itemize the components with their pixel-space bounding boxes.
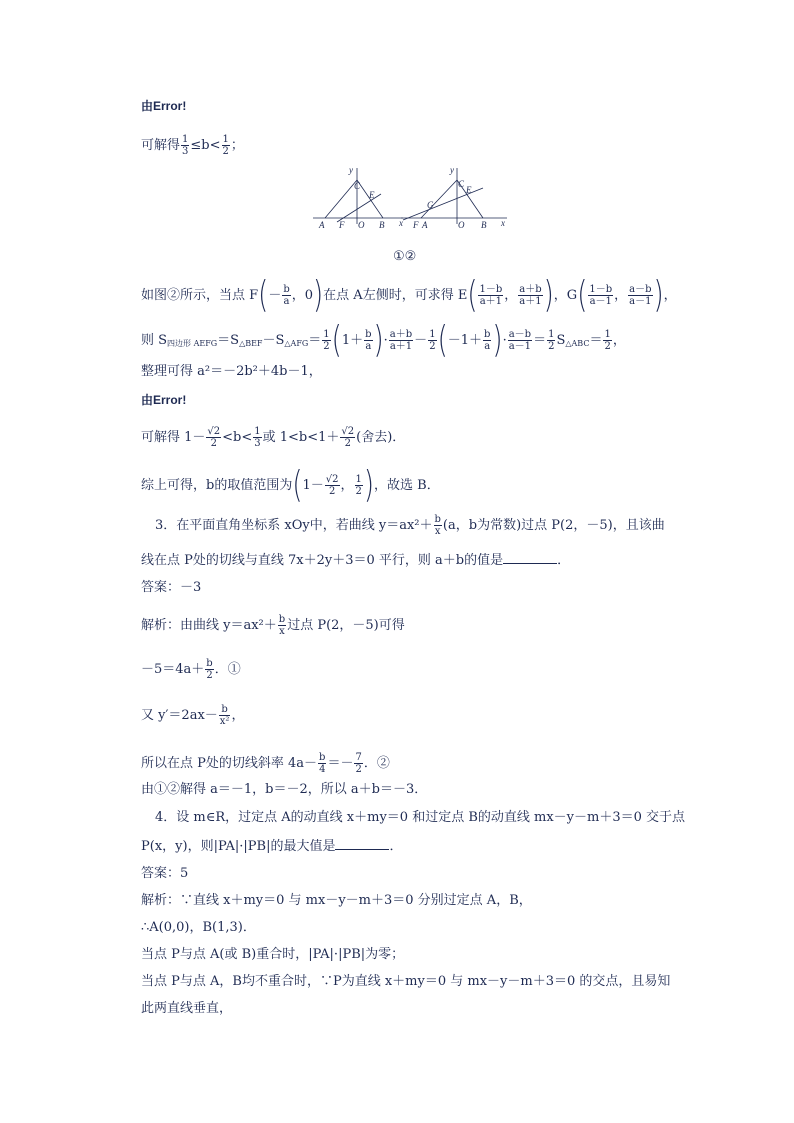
fraction (219, 704, 231, 727)
fraction (428, 329, 436, 352)
label-a: A (422, 220, 428, 230)
text-line (141, 658, 241, 681)
text-span: 2 (323, 341, 330, 352)
text-span: 1 (254, 426, 261, 437)
label-x: x (501, 218, 505, 228)
text-span: ． (389, 839, 403, 854)
question-3-cont (141, 552, 570, 569)
figure-caption: ①② (393, 249, 417, 264)
text-span: 2 (604, 341, 611, 352)
text-span: · (502, 333, 507, 348)
text-span: ． (557, 553, 571, 568)
text-span: 1 (548, 329, 555, 340)
text-span: △AFG (284, 339, 309, 348)
text-line (141, 614, 405, 637)
text-span: 当点 P与点 A，B均不重合时，∵P为直线 x＋my＝0 与 mx－y－m＋3＝0 的交点，且易知 (141, 974, 671, 989)
label-c: C (354, 181, 361, 191)
text-span: 答案：5 (141, 866, 189, 881)
text-line (141, 782, 427, 798)
text-span: ，0 (291, 288, 314, 303)
text-span: 2 (222, 146, 229, 157)
text-span: 3．在平面直角坐标系 xOy中，若曲线 y＝ax²＋ (155, 518, 433, 533)
bracket: ( (467, 274, 478, 317)
text-span: a＋1 (479, 296, 503, 307)
text-span: 1 (429, 329, 436, 340)
text-span: － (414, 333, 428, 348)
text-span: b (434, 514, 441, 525)
text-span: a－b (629, 284, 652, 295)
text-line (141, 1001, 232, 1017)
text-span: b (365, 329, 372, 340)
text-span: 1 (182, 134, 189, 145)
bracket: ) (543, 274, 554, 317)
question-4 (155, 810, 685, 826)
text-span: b (484, 329, 491, 340)
text-span: 4 (319, 764, 326, 775)
text-span: 四边形 AEFG (167, 339, 218, 348)
text-span: 7 (355, 752, 362, 763)
fraction (325, 474, 340, 497)
fraction (205, 658, 213, 681)
text-span: a (283, 296, 290, 307)
text-span: 1－b (589, 284, 613, 295)
text-span: √2 (341, 426, 355, 437)
label-c: C (458, 179, 465, 189)
label-o: O (458, 220, 465, 230)
text-span: a＋b (389, 329, 413, 340)
bracket: ( (258, 274, 269, 317)
text-span: 可解得 1－ (141, 430, 206, 445)
text-span: ＝S (217, 333, 240, 348)
text-span: 所以在点 P处的切线斜率 4a－ (141, 756, 318, 771)
text-span: x (434, 526, 441, 537)
fraction (278, 614, 286, 637)
text-span: P(x，y)，则|PA|·|PB|的最大值是 (141, 839, 336, 854)
text-span: 如图②所示，当点 F (141, 288, 259, 303)
text-span: ，G (553, 288, 578, 303)
fraction (588, 284, 613, 307)
fraction (322, 329, 330, 352)
answer-4 (141, 866, 188, 882)
text-line (141, 464, 440, 507)
fraction (483, 329, 491, 352)
text-span: a－b (508, 329, 532, 340)
bracket: ( (292, 464, 303, 507)
bracket: ( (437, 319, 448, 362)
label-e: E (369, 190, 375, 200)
text-span: 综上可得，b的取值范围为 (141, 478, 293, 493)
text-span: －1＋ (447, 333, 482, 348)
bracket: ( (577, 274, 588, 317)
text-span: ； (230, 138, 244, 153)
bracket: ( (331, 319, 342, 362)
text-span: b (319, 752, 326, 763)
text-span: √2 (325, 474, 339, 485)
text-span: a (365, 341, 372, 352)
fraction (603, 329, 611, 352)
answer-blank (503, 552, 557, 564)
text-span: 解析：∵直线 x＋my＝0 与 mx－y－m＋3＝0 分别过定点 A，B， (141, 893, 532, 908)
text-span: 1 (355, 474, 362, 485)
coordinate-figure (311, 164, 511, 234)
text-span: ≤b< (190, 138, 221, 153)
label-b: B (481, 220, 487, 230)
label-x: x (399, 218, 403, 228)
label-e: E (466, 185, 472, 195)
text-span: a＋1 (519, 296, 542, 307)
text-span: a＋1 (389, 341, 413, 352)
bracket: ) (653, 274, 664, 317)
text-span: <b< (222, 430, 253, 445)
text-line (141, 974, 670, 990)
text-span: x² (219, 716, 230, 727)
text-span: 则 S (141, 333, 168, 348)
fraction (222, 134, 230, 157)
text-span: △BEF (239, 339, 263, 348)
text-span: 1－b (479, 284, 503, 295)
question-3 (155, 514, 665, 537)
fraction (318, 752, 326, 775)
text-line (141, 364, 322, 380)
fraction (389, 329, 413, 352)
fraction (355, 474, 363, 497)
text-span: x (279, 626, 285, 637)
error-text: 由Error! (141, 393, 187, 407)
text-span: 可解得 (141, 138, 181, 153)
text-span: ＝ (533, 333, 547, 348)
text-span: 1＋ (341, 333, 364, 348)
fraction (282, 284, 290, 307)
text-span: 2 (355, 764, 362, 775)
segment-ac-right (421, 180, 457, 218)
bracket: ) (313, 274, 324, 317)
text-span: (舍去)． (356, 430, 406, 445)
text-span: 线在点 P处的切线与直线 7x＋2y＋3＝0 平行，则 a＋b的值是 (141, 553, 504, 568)
text-span: b (278, 614, 286, 625)
text-span: ＝－ (327, 756, 354, 771)
text-line (141, 920, 256, 936)
text-span: 2 (210, 438, 217, 449)
text-span: (a，b为常数)过点 P(2，－5)，且该曲 (442, 518, 665, 533)
text-span: 整理可得 a²＝－2b²＋4b－1， (141, 364, 322, 379)
text-span: 或 1<b<1＋ (262, 430, 340, 445)
label-a: A (319, 220, 325, 230)
text-span: a－1 (629, 296, 652, 307)
text-line (141, 426, 405, 449)
answer-blank (335, 838, 389, 850)
text-span: 过点 P(2，－5)可得 (287, 618, 405, 633)
text-span: 当点 P与点 A(或 B)重合时，|PA|·|PB|为零； (141, 947, 405, 962)
fraction (518, 284, 542, 307)
text-span: S (556, 333, 566, 348)
fraction (434, 514, 442, 537)
text-line (141, 319, 626, 362)
fraction (206, 426, 221, 449)
text-line (141, 752, 390, 775)
label-f: F (339, 220, 345, 230)
text-span: 2 (206, 670, 213, 681)
text-span: △ABC (565, 339, 590, 348)
text-span: 1 (323, 329, 330, 340)
text-span: 2 (344, 438, 351, 449)
text-span: 在点 A左侧时，可求得 E (323, 288, 468, 303)
text-span: a＋b (519, 284, 542, 295)
error-text: 由Error! (141, 99, 187, 113)
text-span: b (283, 284, 290, 295)
text-span: 4．设 m∈R，过定点 A的动直线 x＋my＝0 和过定点 B的动直线 mx－y－m＋3＝0 交于点 (155, 810, 686, 825)
text-span: －5＝4a＋ (141, 662, 205, 677)
text-span: 3 (182, 146, 189, 157)
text-span: b (206, 658, 213, 669)
bracket: ) (363, 464, 375, 507)
fraction (181, 134, 189, 157)
text-span: ， (504, 288, 518, 303)
text-span: 2 (328, 486, 336, 497)
fraction (508, 329, 532, 352)
text-span: 又 y′＝2ax－ (141, 708, 218, 723)
fraction (354, 752, 362, 775)
text-line (141, 893, 532, 909)
text-span: · (383, 333, 388, 348)
text-line (141, 98, 186, 115)
label-o: O (358, 220, 365, 230)
fraction (253, 426, 261, 449)
label-y: y (450, 165, 454, 175)
text-span: 2 (355, 486, 362, 497)
text-span: a (484, 341, 491, 352)
text-span: ， (663, 288, 677, 303)
text-span: √2 (207, 426, 221, 437)
answer-3 (141, 580, 201, 596)
label-b: B (379, 220, 385, 230)
bracket: ) (492, 319, 503, 362)
text-span: 3 (254, 438, 261, 449)
text-span: a－1 (508, 341, 532, 352)
question-4-cont (141, 838, 402, 855)
text-span: ＝ (589, 333, 603, 348)
text-span: ．① (214, 662, 241, 677)
text-span: ．② (363, 756, 390, 771)
text-span: 1 (604, 329, 611, 340)
fraction (340, 426, 355, 449)
text-span: b (219, 704, 231, 716)
text-span: ， (231, 708, 245, 723)
fraction (547, 329, 555, 352)
text-line (141, 704, 244, 727)
text-span: 1－ (302, 478, 324, 493)
text-line: 如图②所示，当点 F(－ $\frac{b}{a}$ ，0)在点 A左侧时，可求得 E( $\frac{1-b}{a+1}$ ， $\frac{a+b}{a+1}$ )，G( $\frac{1-b}{a-1}$ ， $\frac{a-b}{a-1}$ )， (141, 274, 677, 317)
text-line (141, 134, 244, 157)
text-span: 2 (548, 341, 555, 352)
text-span: ＝ (308, 333, 322, 348)
text-span: ， (612, 333, 626, 348)
text-span: －S (262, 333, 285, 348)
fraction (364, 329, 372, 352)
text-span: a－1 (589, 296, 612, 307)
text-line (141, 947, 404, 963)
text-span: ，故选 B． (374, 478, 440, 493)
fraction (478, 284, 503, 307)
fraction (628, 284, 652, 307)
text-line (141, 392, 186, 409)
text-span: 由①②解得 a＝－1，b＝－2，所以 a＋b＝－3． (141, 782, 428, 797)
text-span: ∴A(0,0)，B(1,3)． (141, 920, 256, 935)
text-span: 答案：－3 (141, 580, 202, 595)
label-f: F (413, 220, 419, 230)
label-y: y (349, 165, 353, 175)
text-span: 此两直线垂直， (141, 1001, 233, 1016)
text-span: 1 (222, 134, 229, 145)
bracket: ) (373, 319, 384, 362)
text-span: 2 (429, 341, 436, 352)
text-span: ， (614, 288, 628, 303)
text-span: ， (340, 478, 354, 493)
text-span: 解析：由曲线 y＝ax²＋ (141, 618, 277, 633)
label-g: G (427, 200, 434, 210)
